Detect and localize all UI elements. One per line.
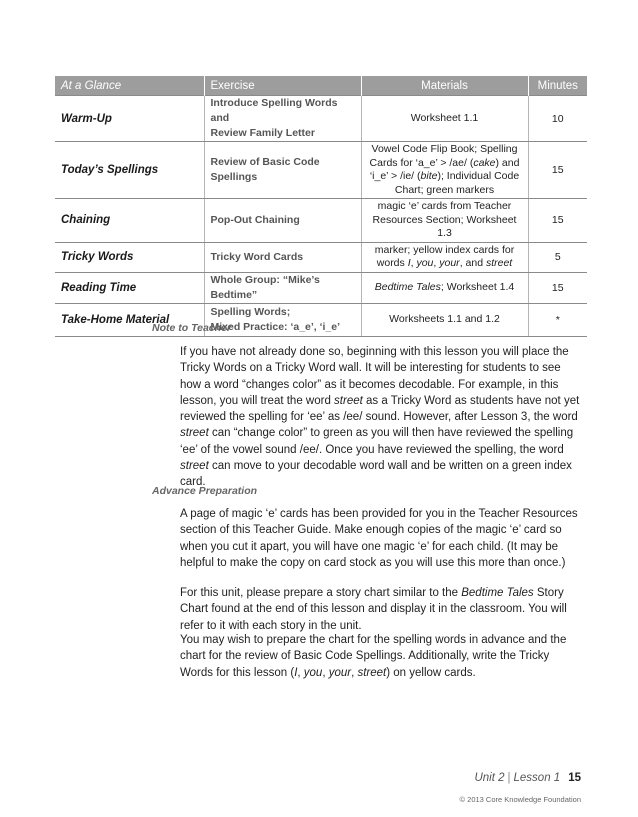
exercise-line: Review of Basic Code: [210, 156, 320, 168]
materials-cell: [361, 272, 528, 303]
text-run: ); Individual Code Chart; green markers: [394, 170, 520, 196]
note-to-teacher-paragraph: [180, 344, 582, 491]
minutes-cell: 5: [528, 242, 587, 272]
materials-cell: [361, 242, 528, 272]
text-run: magic ‘e’ cards from Teacher Resources Section; Worksheet 1.3: [372, 200, 517, 239]
exercise-line: Spellings: [210, 171, 258, 183]
text-run: , and: [459, 257, 486, 269]
page-footer: [474, 772, 581, 784]
italic-text-run: your: [328, 666, 352, 679]
exercise-line: Bedtime”: [210, 288, 258, 301]
footer-unit: Unit 2: [474, 772, 505, 784]
text-run: A page of magic ‘e’ cards has been provided for you in the Teacher Resources section of this Teacher Guide. Make enough copies of the magic ‘e’ card so when you cut it apart, you will have one magic ‘e’ for each child. (It may be helpful to make the copy on card stock as you will use this more than once.): [180, 508, 578, 569]
footer-separator: |: [507, 772, 511, 784]
text-run: Worksheet 1.1: [410, 111, 479, 124]
header-minutes: Minutes: [528, 76, 587, 96]
text-run: marker; yellow index cards for words: [374, 243, 515, 269]
activity-cell: Reading Time: [55, 272, 204, 303]
note-to-teacher-heading: Note to Teacher: [152, 322, 231, 334]
text-run: ,: [410, 257, 417, 269]
italic-text-run: I: [294, 666, 298, 679]
exercise-cell: [204, 96, 361, 142]
header-materials: Materials: [361, 76, 528, 96]
activity-cell: Warm-Up: [55, 96, 204, 142]
text-run: as a Tricky Word as students have not yet reviewed the spelling for ‘ee’ as /ee/ sound. However, after Lesson 3, the word: [180, 394, 580, 424]
text-run: ,: [433, 257, 440, 269]
at-a-glance-table: [55, 76, 587, 337]
header-at-a-glance: At a Glance: [55, 76, 204, 96]
minutes-cell: 15: [528, 142, 587, 199]
text-run: If you have not already done so, beginning with this lesson you will place the Tricky Words on a Tricky Word wall. It will be interesting for students to see how a word “changes color” as it becomes decodable. For example, in this lesson, you will treat the word: [180, 346, 569, 407]
exercise-cell: [204, 272, 361, 303]
materials-cell: [361, 199, 528, 243]
materials-cell: [361, 96, 528, 142]
text-run: You may wish to prepare the chart for the spelling words in advance and the chart for the review of Basic Code Spellings. Additionally, write the Tricky Words for this lesson (: [180, 634, 567, 679]
italic-text-run: street: [334, 394, 363, 407]
text-run: ,: [297, 666, 304, 679]
materials-cell: [361, 142, 528, 199]
materials-cell: [361, 303, 528, 336]
text-run: can “change color” to green as you will then have reviewed the spelling ‘ee’ of the vowel sound /ee/. Once you have reviewed the spelling, the word: [180, 427, 574, 456]
exercise-line: Mixed Practice: ‘a_e’, ‘i_e’: [210, 320, 341, 333]
italic-text-run: Bedtime Tales: [374, 280, 441, 293]
table-row: [55, 199, 587, 243]
exercise-line: Review Family Letter: [210, 127, 315, 139]
italic-text-run: street: [357, 666, 387, 679]
italic-text-run: you: [416, 257, 434, 269]
exercise-line: Introduce Spelling Words and: [210, 97, 338, 124]
italic-text-run: I: [407, 257, 411, 269]
text-run: ,: [322, 666, 329, 679]
exercise-line: Whole Group: “Mike’s: [210, 273, 320, 286]
italic-text-run: your: [439, 257, 460, 269]
text-run: Worksheets 1.1 and 1.2: [389, 312, 500, 325]
exercise-cell: [204, 242, 361, 272]
table-row: [55, 303, 587, 336]
minutes-cell: 15: [528, 272, 587, 303]
copyright-notice: © 2013 Core Knowledge Foundation: [459, 795, 581, 804]
minutes-cell: *: [528, 303, 587, 336]
table-row: [55, 272, 587, 303]
text-run: ) on yellow cards.: [386, 666, 476, 679]
activity-cell: Chaining: [55, 199, 204, 243]
header-exercise: Exercise: [204, 76, 361, 96]
text-run: ) and ‘i_e’ > /ie/ (: [369, 156, 520, 182]
italic-text-run: Bedtime Tales: [461, 587, 534, 599]
activity-cell: Tricky Words: [55, 242, 204, 272]
minutes-cell: 15: [528, 199, 587, 243]
advance-preparation-paragraph: [180, 632, 582, 681]
exercise-cell: [204, 199, 361, 243]
exercise-line: Spelling Words;: [210, 305, 291, 318]
table-row: [55, 242, 587, 272]
exercise-cell: [204, 142, 361, 199]
text-run: ,: [351, 666, 358, 679]
text-run: For this unit, please prepare a story chart similar to the: [180, 587, 462, 599]
italic-text-run: you: [303, 666, 323, 679]
italic-text-run: street: [180, 460, 209, 473]
table-header-row: [55, 76, 587, 96]
text-run: Vowel Code Flip Book; Spelling Cards for ‘a_e’ > /ae/ (: [369, 143, 518, 169]
advance-preparation-heading: Advance Preparation: [152, 485, 258, 497]
italic-text-run: bite: [420, 170, 438, 182]
activity-cell: Take-Home Material: [55, 303, 204, 336]
table-row: [55, 142, 587, 199]
table-row: [55, 96, 587, 142]
exercise-line: Pop-Out Chaining: [210, 213, 300, 226]
advance-preparation-paragraph: [180, 585, 582, 634]
page-number: 15: [568, 772, 581, 784]
exercise-line: Tricky Word Cards: [210, 250, 304, 263]
activity-cell: Today’s Spellings: [55, 142, 204, 199]
minutes-cell: 10: [528, 96, 587, 142]
text-run: Story Chart found at the end of this lesson and display it in the classroom. You will refer to it with each story in the unit.: [180, 587, 567, 632]
italic-text-run: cake: [473, 156, 496, 169]
footer-lesson: Lesson 1: [513, 772, 561, 784]
italic-text-run: street: [180, 427, 209, 440]
text-run: ; Worksheet 1.4: [440, 280, 515, 293]
text-run: can move to your decodable word wall and be written on a green index card.: [180, 460, 572, 489]
italic-text-run: street: [485, 257, 513, 269]
advance-preparation-paragraph: [180, 506, 582, 571]
